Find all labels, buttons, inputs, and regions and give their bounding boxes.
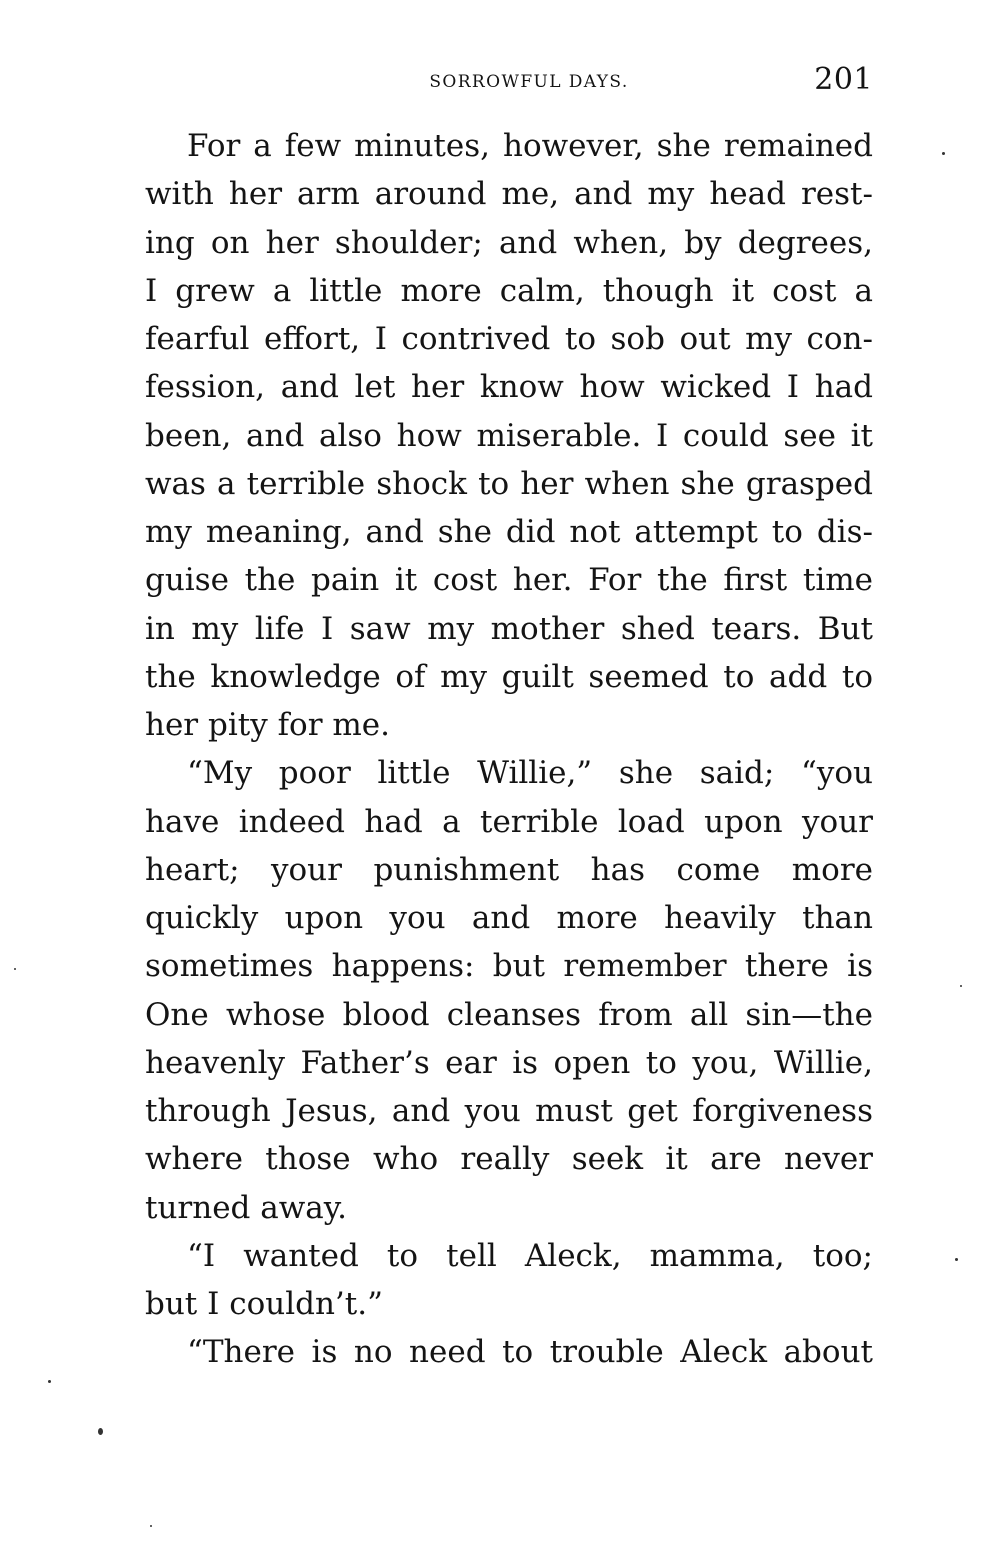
text-line: One whose blood cleanses from all sin—the bbox=[145, 996, 873, 1033]
paper-speck bbox=[955, 1258, 958, 1261]
text-line: was a terrible shock to her when she grasped bbox=[145, 465, 873, 502]
text-line: her pity for me. bbox=[145, 707, 390, 743]
running-head bbox=[145, 62, 873, 102]
text-line: For a few minutes, however, she remained bbox=[187, 128, 873, 164]
text-line: with her arm around me, and my head rest- bbox=[145, 176, 873, 213]
paper-speck bbox=[150, 1525, 152, 1527]
text-line: but I couldn’t.” bbox=[145, 1286, 383, 1322]
paper-speck bbox=[960, 985, 962, 987]
text-line: “There is no need to trouble Aleck about bbox=[187, 1334, 873, 1371]
page-number: 201 bbox=[814, 62, 873, 97]
text-line: where those who really seek it are never bbox=[145, 1141, 873, 1178]
text-line: the knowledge of my guilt seemed to add to bbox=[145, 658, 873, 695]
text-line: “My poor little Willie,” she said; “you bbox=[187, 755, 873, 792]
text-line: fearful effort, I contrived to sob out my con- bbox=[145, 321, 873, 357]
text-line: quickly upon you and more heavily than bbox=[145, 900, 873, 936]
paper-speck bbox=[942, 152, 945, 155]
text-line: “I wanted to tell Aleck, mamma, too; bbox=[187, 1237, 873, 1274]
text-line: turned away. bbox=[145, 1189, 347, 1226]
paper-speck bbox=[14, 968, 16, 970]
text-line: my meaning, and she did not attempt to dis- bbox=[145, 514, 873, 550]
text-line: through Jesus, and you must get forgiveness bbox=[145, 1093, 873, 1129]
text-line: fession, and let her know how wicked I had bbox=[145, 369, 873, 406]
text-line: sometimes happens: but remember there is bbox=[145, 948, 873, 985]
text-line: been, and also how miserable. I could see it bbox=[145, 417, 873, 454]
text-line: have indeed had a terrible load upon your bbox=[145, 803, 873, 840]
text-line: ing on her shoulder; and when, by degrees, bbox=[145, 224, 873, 261]
text-line: guise the pain it cost her. For the first time bbox=[145, 562, 873, 599]
body-text bbox=[145, 122, 873, 1377]
text-line: heart; your punishment has come more bbox=[145, 851, 873, 888]
running-title: SORROWFUL DAYS. bbox=[429, 72, 629, 92]
text-line: I grew a little more calm, though it cost a bbox=[145, 272, 873, 309]
text-line: in my life I saw my mother shed tears. But bbox=[145, 610, 873, 647]
text-line: heavenly Father’s ear is open to you, Willie, bbox=[145, 1044, 873, 1081]
paper-speck bbox=[98, 1428, 103, 1435]
paper-speck bbox=[48, 1380, 51, 1383]
